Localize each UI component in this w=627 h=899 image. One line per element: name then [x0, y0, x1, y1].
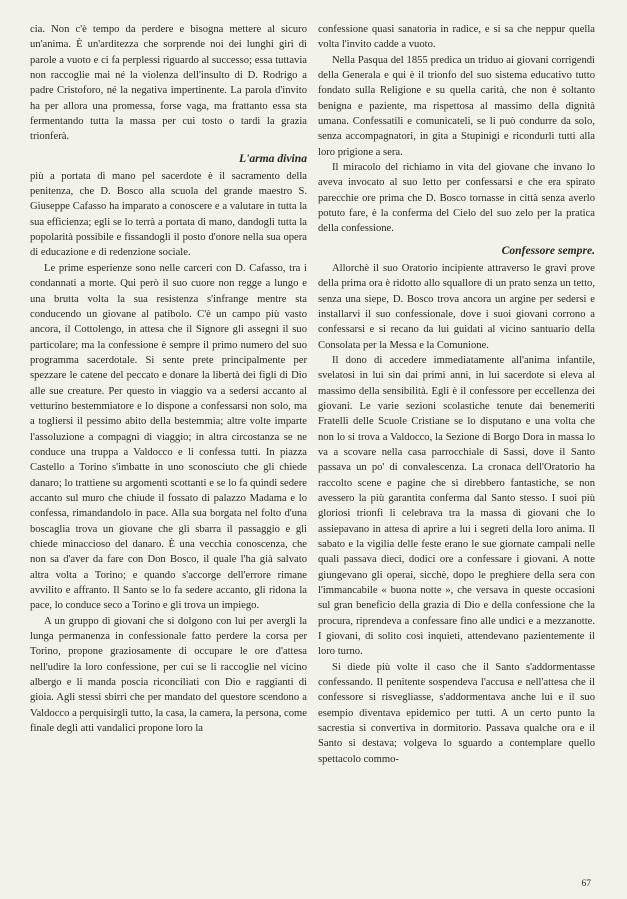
paragraph: Il miracolo del richiamo in vita del giovane che invano lo aveva invocato al suo letto per confessarsi e che era spirato parecchie ore prima che D. Bosco tornasse in città senza averlo potuto fare, è la conferma del Cielo del suo zelo per la pratica della confessione.: [318, 162, 595, 235]
left-column: [30, 22, 307, 736]
paragraph: A un gruppo di giovani che si dolgono con lui per avergli la lunga permanenza in confessionale fatto perdere la corsa per Torino, propone graziosamente di occupare le ore d'attesa nell'udire la loro confessione, per cui se li raccoglie nel vicino albergo e li manda poscia riconciliati con Dio e raggianti di gioia. Agli stessi sbirri che per mandato del questore scendono a Valdocco a perquisirgli tutto, la casa, la camera, la persona, come finale degli atti vandalici propone loro la: [30, 615, 307, 735]
paragraph: Si diede più volte il caso che il Santo s'addormentasse confessando. Il penitente sospendeva l'accusa e nell'attesa che il confessore si risvegliasse, s'addormentava anche lui e il suo esempio diventava epidemico per tutti. A un certo punto la sacrestia si convertiva in dormitorio. Passava qualche ora e il Santo si destava; volgeva lo sguardo a contemplare quello spettacolo commo-: [318, 661, 595, 765]
section-heading: L'arma divina: [239, 151, 307, 165]
paragraph: confessione quasi sanatoria in radice, e si sa che neppur quella volta l'invito cadde a vuoto.: [318, 24, 595, 51]
section-heading: Confessore sempre.: [501, 243, 595, 257]
paragraph: più a portata di mano pel sacerdote è il sacramento della penitenza, che D. Bosco alla scuola del grande maestro S. Giuseppe Cafasso ha imparato a conoscere e a valutare in tutta la sua efficienza; egli se lo terrà a portata di mano, dandogli tutta la popolarità possibile e fissandogli il posto d'onore nella sua opera di educazione e di redenzione sociale.: [30, 170, 307, 259]
paragraph: Allorchè il suo Oratorio incipiente attraverso le gravi prove della prima ora è ridotto allo squallore di un prato senza un tetto, senza una siepe, D. Bosco trova ancora un argine per sedersi e installarvi il suo confessionale, dove i suoi giovani corrono a confessarsi e si recano da lui guidati al vicino santuario della Consolata per la Messa e la Comunione.: [318, 262, 595, 351]
right-column: [318, 22, 595, 767]
page-number: 67: [581, 879, 591, 889]
paragraph: Nella Pasqua del 1855 predica un triduo ai giovani corrigendi della Generala e qui è il trionfo del suo sistema educativo tutto fondato sulla Religione e su quella carità, che non è soltanto benigna e paziente, ma rispettosa al massimo della dignità umana. Confessatili e comunicateli, se li può condurre da solo, senza accompagnatori, in gita a Stupinigi e ricondurli tutti alla loro prigione a sera.: [318, 54, 595, 158]
paragraph: cia. Non c'è tempo da perdere e bisogna mettere al sicuro un'anima. È un'arditezza che sorprende noi dei lunghi giri di parole a vuoto e ci fa perplessi riguardo al successo; essa tuttavia non raccoglie mai né la violenza dell'insulto di D. Rodrigo a padre Cristoforo, né la negativa impertinente. La parola d'invito ha per allora una promessa, forse vaga, ma frattanto essa sta fermentando tutta la massa per cui tosto o tardi la grazia trionferà.: [30, 24, 307, 143]
paragraph: Il dono di accedere immediatamente all'anima infantile, svelatosi in lui sin dai primi anni, in lui sacerdote si eleva al massimo della sensibilità. Egli è il confessore per eccellenza dei giovani. Le varie sezioni scolastiche tenute dai benemeriti Fratelli delle Scuole Cristiane se lo disputano e una volta che non lo si trova a Valdocco, la Sezione di Borgo Dora in massa lo va a scovare nella casa parrocchiale di Sassi, dove il Santo passava un po' di convalescenza. La cronaca dell'Oratorio ha raccolto scene e pagine che si direbbero fantastiche, se non avessero la più garantita conferma dal Santo stesso. I suoi più gloriosi trionfi li celebrava tra la massa di giovani che lo assiepavano in attesa di aprire a lui i segreti della loro anima. Il sabato e la vigilia delle feste erano le sue giornate campali nelle quali passava dieci, dodici ore a confessare i giovani. A notte giungevano gli operai, sicchè, dopo le preghiere della sera con l'immancabile « buona notte », che versava in queste occasioni sul gran beneficio della grazia di Dio e della confessione che la procura, riprendeva a confessare fino alle undici e a mezzanotte. I giovani, di solito così inquieti, attendevano pazientemente il loro turno.: [318, 354, 595, 658]
paragraph: Le prime esperienze sono nelle carceri con D. Cafasso, tra i condannati a morte. Qui però il suo cuore non regge a lungo e una brutta volta la sua resistenza s'infrange mentre sta conducendo un giovane al patibolo. C'è un campo più vasto ancora, il Cottolengo, in attesa che il Signore gli assegni il suo particolare; ma la confessione è sempre il primo numero del suo programma sacerdotale. Si sente prete principalmente per spezzare le catene del peccato e donare la libertà dei figli di Dio alle sue creature. Per questo in viaggio va a sedersi accanto al vetturino bestemmiatore e lo dispone a confessarsi non solo, ma a togliersi il pessimo abito della bestemmia; altre volte imparte l'assoluzione a compagni di viaggio; in altra circostanza se ne conduce una truppa a Valdocco e li confessa tutti. In piazza Castello a Torino s'imbatte in uno sconosciuto che gli chiede danaro; lo trattiene su argomenti scottanti e se lo fa quindi sedere accanto sul muro che chiude il fossato di palazzo Madama e lo confessa, rimandandolo in pace. Alla sua borgata nel folto d'una boscaglia trova un giovane che gli sbarra il passaggio e gli chiede minaccioso del danaro. È una vecchia conoscenza, che non sa d'aver da fare con Don Bosco, il quale l'ha già salvato altra volta a Torino; e quando s'accorge dell'errore rimane avvilito e affranto. Il Santo se lo fa sedere accanto, gli ridona la pace, lo conduce seco a Torino e gli trova un impiego.: [30, 262, 307, 612]
